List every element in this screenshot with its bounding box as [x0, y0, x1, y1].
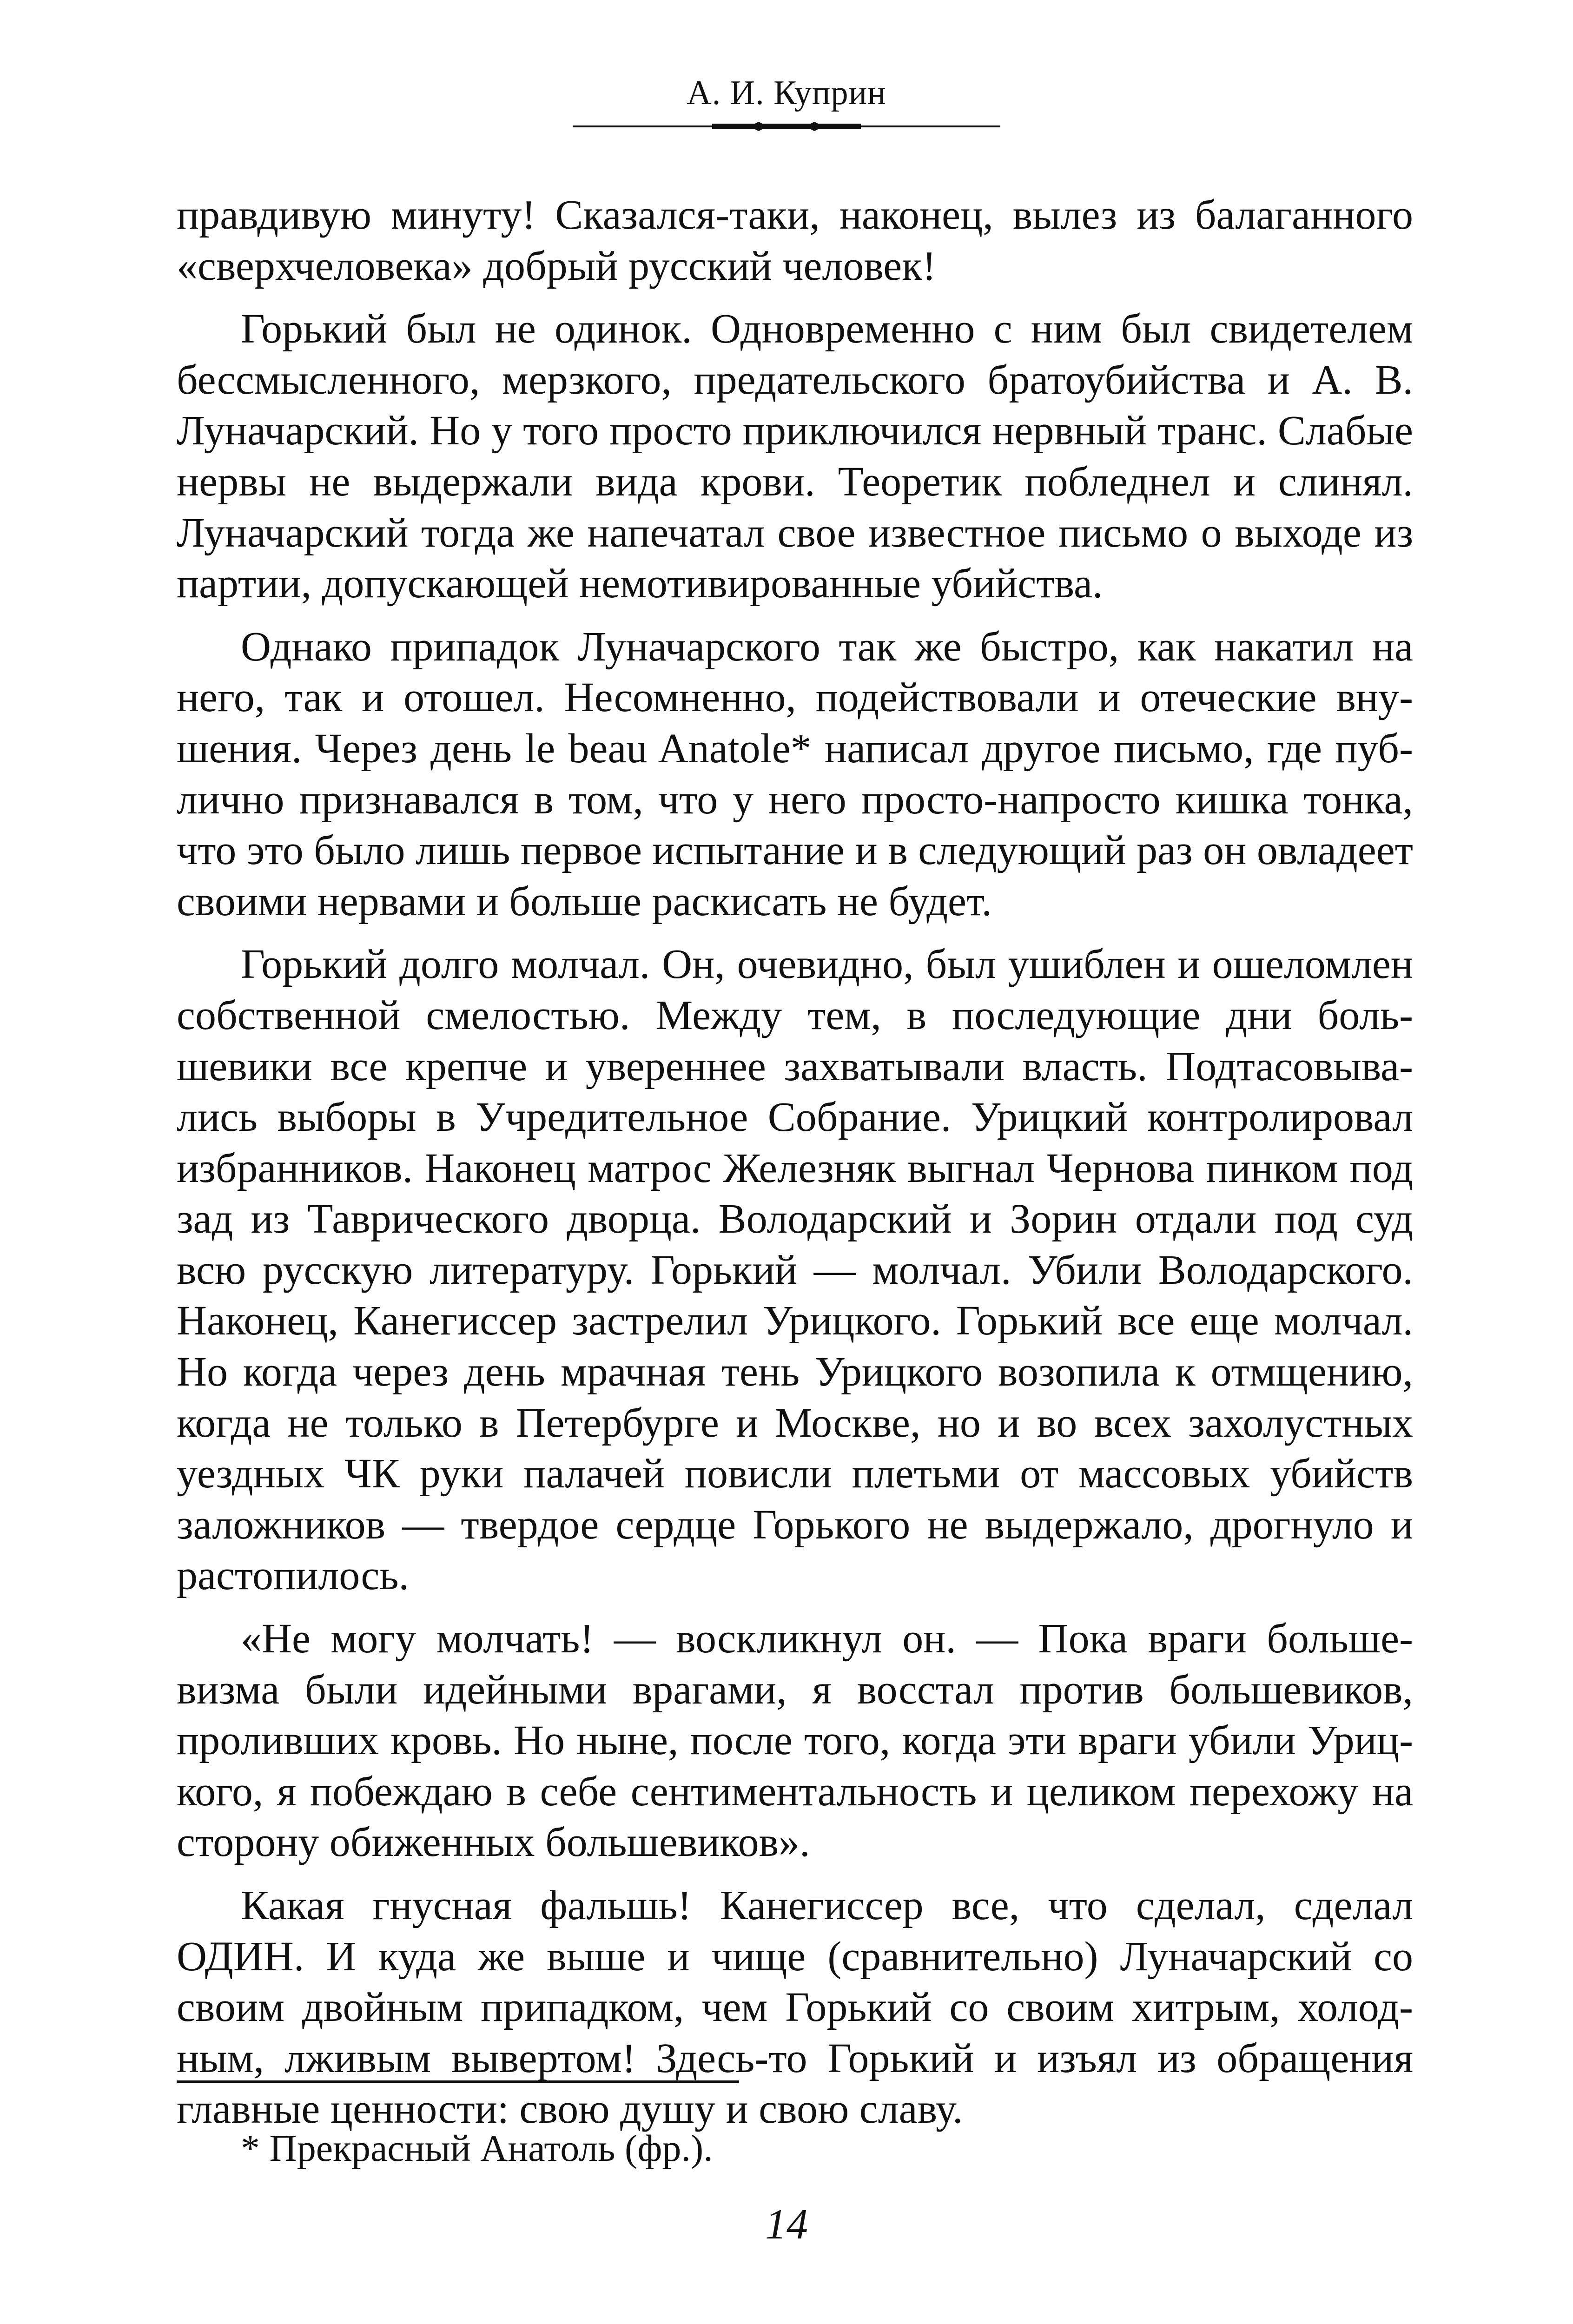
running-title: А. И. Куприн: [687, 74, 886, 112]
header-ornament-rule: [573, 122, 1000, 131]
paragraph-6: Какая гнусная фальшь! Канегиссер все, что сделал, сделал ОДИН. И куда же выше и чище (сравнительно) Луначарский со своим двойным припадком, чем Горький со своим хитрым, холодным, лживым вывертом! Здесь-то Горький и изъял из обращения главные ценности: свою душу и свою славу.: [177, 1882, 1413, 2133]
paragraph-2: Горький был не одинок. Одновременно с ним был свидетелем бессмысленного, мерзкого, предательского братоубийства и А. В. Луначарский. Но у того просто приключился нервный транс. Слабые нервы не выдержали вида крови. Теоретик побледнел и слинял. Луначарский тогда же напечатал свое известное письмо о выходе из партии, допускающей немотивированные убийства.: [177, 306, 1413, 607]
paragraph-5: «Не могу молчать! — воскликнул он. — Пока враги большевизма были идейными врагами, я восстал против большевиков, проливших кровь. Но ныне, после того, когда эти враги убили Урицкого, я побеждаю в себе сентиментальность и целиком перехожу на сторону обиженных большевиков».: [177, 1616, 1413, 1866]
footnote-separator: [177, 2080, 739, 2083]
paragraph-1: правдивую минуту! Сказался-таки, наконец, вылез из балаганного «сверхчеловека» добрый русский человек!: [177, 192, 1413, 289]
paragraph-3: Однако припадок Луначарского так же быстро, как накатил на него, так и отошел. Несомненно, подействовали и отеческие внушения. Через день le beau Anatole* написал другое письмо, где публично признавался в том, что у него просто-напросто кишка тонка, что это было лишь первое испытание и в следующий раз он овладеет своими нервами и больше раскисать не будет.: [177, 623, 1413, 924]
page-number: 14: [765, 2200, 808, 2248]
main-text: [177, 190, 1413, 2147]
paragraph-4: Горький долго молчал. Он, очевидно, был ушиблен и ошеломлен собственной смелостью. Между тем, в последующие дни большевики все крепче и увереннее захватывали власть. Подтасовывались выборы в Учредительное Собрание. Урицкий контролировал избранников. Наконец матрос Железняк выгнал Чернова пинком под зад из Таврического дворца. Володарский и Зорин отдали под суд всю русскую литературу. Горький — молчал. Убили Володарского. Наконец, Канегиссер застрелил Урицкого. Горький все еще молчал. Но когда через день мрачная тень Урицкого возопила к отмщению, когда не только в Петербурге и Москве, но и во всех захолустных уездных ЧК руки палачей повисли плетьми от массовых убийств заложников — твердое сердце Горького не выдержало, дрогнуло и растопилось.: [177, 941, 1413, 1599]
footnote: * Прекрасный Анатоль (фр.).: [241, 2127, 713, 2169]
